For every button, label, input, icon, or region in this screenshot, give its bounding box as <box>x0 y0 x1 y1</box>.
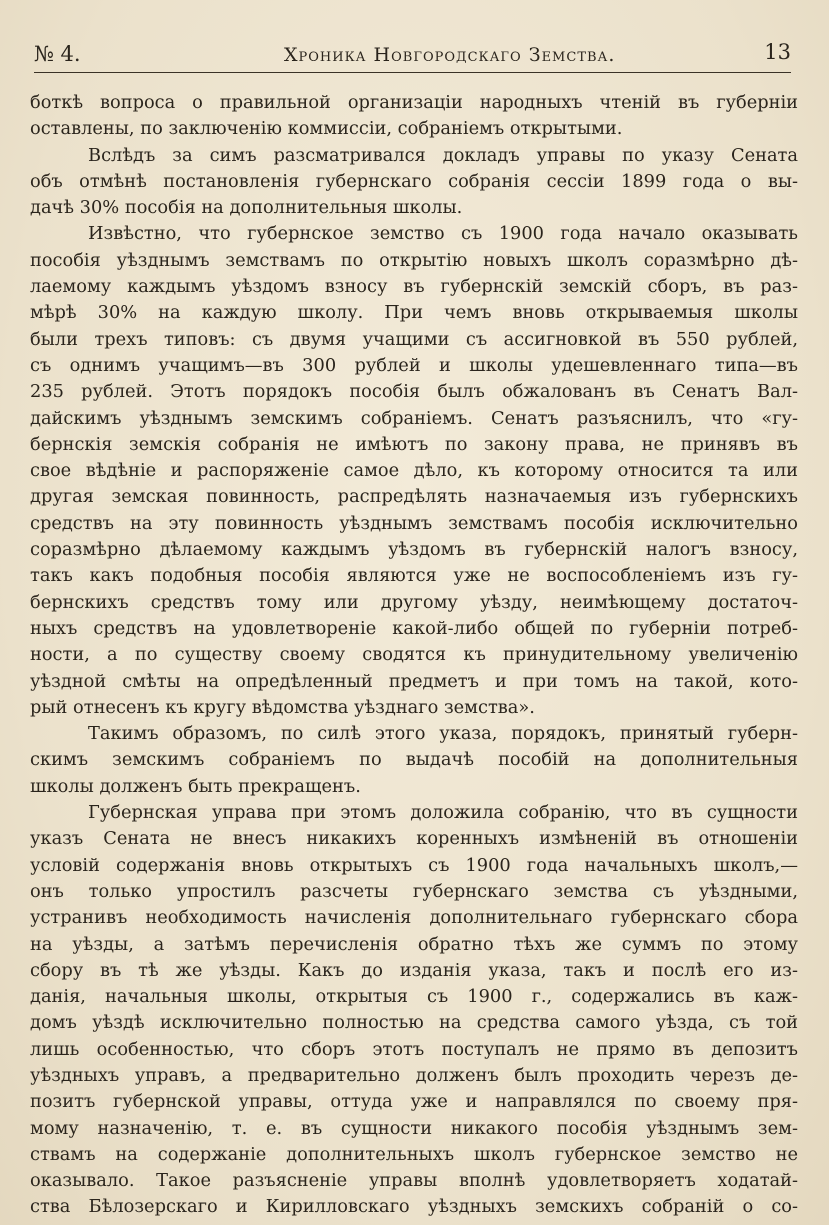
text-line: оставлены, по заключенію коммиссіи, собраніемъ открытыми. <box>30 118 623 140</box>
text-line: школы долженъ быть прекращенъ. <box>30 775 361 797</box>
text-line: соразмѣрно дѣлаемому каждымъ уѣздомъ въ губернскій налогъ взносу, <box>30 539 798 561</box>
text-line: 235 рублей. Этотъ порядокъ пособія былъ обжалованъ въ Сенатъ Вал- <box>30 381 798 403</box>
text-line: ствамъ на содержаніе дополнительныхъ школъ губернское земство не <box>30 1143 798 1165</box>
text-line: Губернская управа при этомъ доложила собранію, что въ сущности <box>88 802 798 824</box>
text-line: скимъ земскимъ собраніемъ по выдачѣ пособій на дополнительныя <box>30 749 798 771</box>
text-line: оказывало. Такое разъясненіе управы вполнѣ удовлетворяетъ ходатай- <box>30 1170 798 1192</box>
text-line: условій содержанія вновь открытыхъ съ 1900 года начальныхъ школъ,— <box>30 854 798 876</box>
text-line: уѣздныхъ управъ, а предварительно долженъ былъ проходить черезъ де- <box>30 1064 798 1086</box>
header-rule <box>34 72 791 73</box>
text-line: лаемому каждымъ уѣздомъ взносу въ губернскій земскій сборъ, въ раз- <box>30 276 798 298</box>
text-line: боткѣ вопроса о правильной организаціи народныхъ чтеній въ губерніи <box>30 92 798 113</box>
text-line: бернскихъ средствъ тому или другому уѣзду, неимѣющему достаточ- <box>30 591 798 613</box>
text-line: Вслѣдъ за симъ разсматривался докладъ управы по указу Сената <box>88 144 798 166</box>
text-line: средствъ на эту повинность уѣзднымъ земствамъ пособія исключительно <box>30 512 798 534</box>
text-line: свое вѣдѣніе и распоряженіе самое дѣло, къ которому относится та или <box>30 460 798 482</box>
text-line: дайскимъ уѣзднымъ земскимъ собраніемъ. Сенатъ разъяснилъ, что «гу- <box>30 407 798 429</box>
text-line: были трехъ типовъ: съ двумя учащими съ ассигновкой въ 550 рублей, <box>30 328 798 350</box>
text-line: другая земская повинность, распредѣлять назначаемыя изъ губернскихъ <box>30 486 798 508</box>
text-line: данія, начальныя школы, открытыя съ 1900 г., содержались въ каж- <box>30 986 798 1008</box>
text-line: объ отмѣнѣ постановленія губернскаго собранія сессіи 1899 года о вы- <box>30 170 798 192</box>
text-line: мому назначенію, т. е. въ сущности никакого пособія уѣзднымъ зем- <box>30 1117 798 1139</box>
text-line: домъ уѣздѣ исключительно полностью на средства самого уѣзда, съ той <box>30 1012 798 1034</box>
text-line: бернскія земскія собранія не имѣютъ по закону права, не принявъ въ <box>30 433 798 455</box>
text-line: съ однимъ учащимъ—въ 300 рублей и школы удешевленнаго типа—въ <box>30 354 798 376</box>
text-line: такъ какъ подобныя пособія являются уже не воспособленіемъ изъ гу- <box>30 565 798 587</box>
text-line: ства Бѣлозерскаго и Кирилловскаго уѣздныхъ земскихъ собраній о со- <box>30 1196 798 1218</box>
journal-title: Хроника Новгородскаго Земства. <box>284 44 616 66</box>
text-line: рый отнесенъ къ кругу вѣдомства уѣзднаго земства». <box>30 696 535 718</box>
text-line: онъ только упростилъ разсчеты губернскаго земства съ уѣздными, <box>30 880 798 902</box>
running-header <box>34 40 791 70</box>
text-line: устранивъ необходимость начисленія дополнительнаго губернскаго сбора <box>30 907 798 929</box>
text-line: позитъ губернской управы, оттуда уже и направлялся по своему пря- <box>30 1091 798 1113</box>
page-number: 13 <box>764 40 791 64</box>
issue-number: № 4. <box>34 42 81 66</box>
text-line: Извѣстно, что губернское земство съ 1900 года начало оказывать <box>88 223 798 245</box>
text-line: лишь особенностью, что сборъ этотъ поступалъ не прямо въ депозитъ <box>30 1038 798 1060</box>
text-line: ности, а по существу своему сводятся къ принудительному увеличенію <box>30 644 798 666</box>
text-line: указъ Сената не внесъ никакихъ коренныхъ измѣненій въ отношеніи <box>30 828 798 850</box>
text-line: уѣздной смѣты на опредѣленный предметъ и при томъ на такой, кото- <box>30 670 798 692</box>
text-line: дачѣ 30% пособія на дополнительныя школы. <box>30 197 463 219</box>
text-line: на уѣзды, а затѣмъ перечисленія обратно тѣхъ же суммъ по этому <box>30 933 798 955</box>
text-line: ныхъ средствъ на удовлетвореніе какой-либо общей по губерніи потреб- <box>30 617 798 639</box>
text-line: Такимъ образомъ, по силѣ этого указа, порядокъ, принятый губерн- <box>88 723 798 745</box>
text-line: мѣрѣ 30% на каждую школу. При чемъ вновь открываемыя школы <box>30 302 798 324</box>
text-line: сбору въ тѣ же уѣзды. Какъ до изданія указа, такъ и послѣ его из- <box>30 959 798 981</box>
text-body <box>30 90 798 1221</box>
text-line: пособія уѣзднымъ земствамъ по открытію новыхъ школъ соразмѣрно дѣ- <box>30 249 798 271</box>
